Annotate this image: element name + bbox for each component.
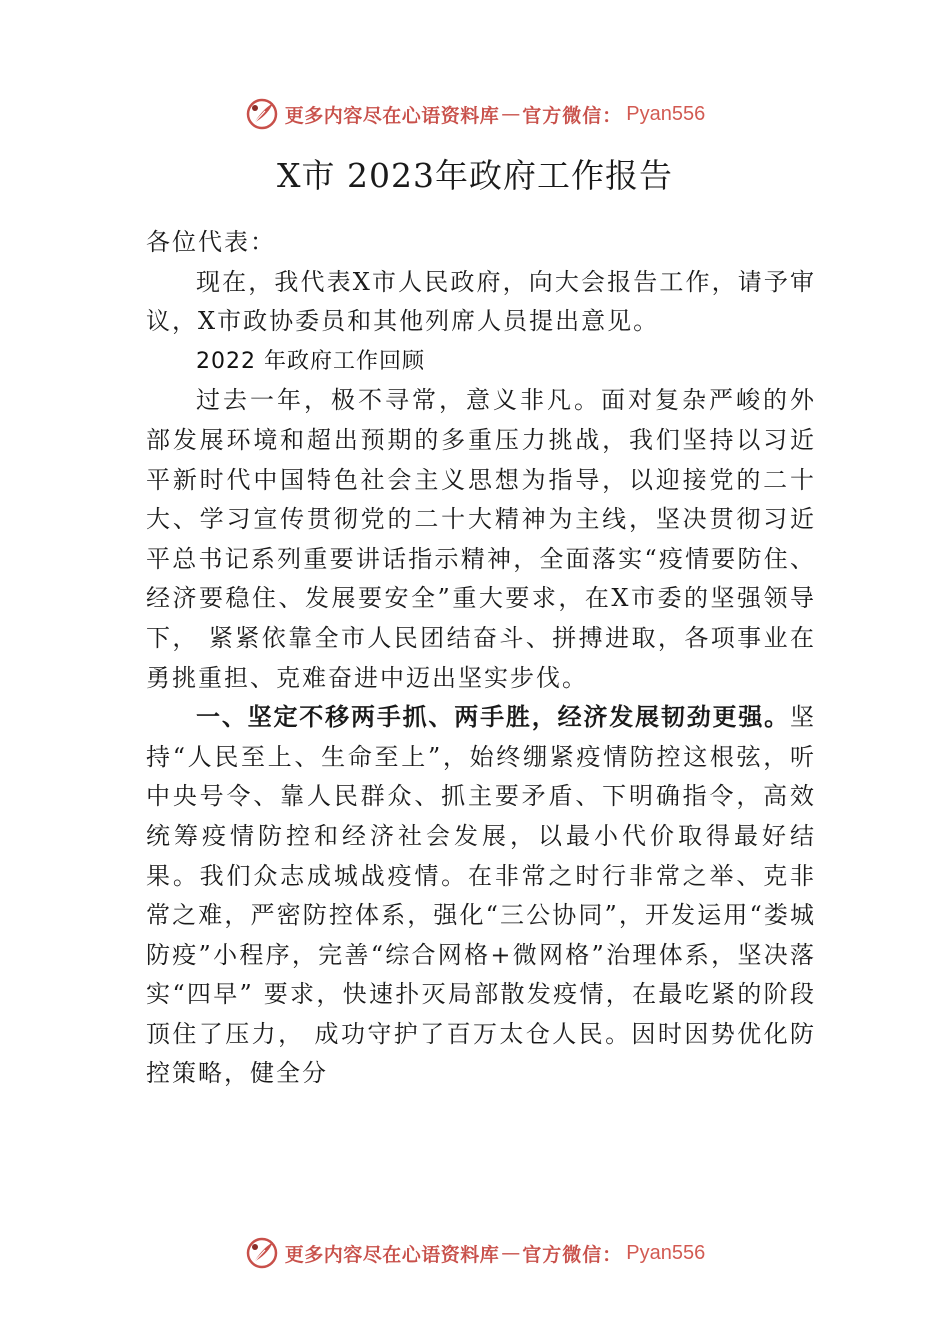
watermark-label: 官方微信： — [522, 104, 623, 127]
watermark-footer — [0, 1233, 950, 1273]
watermark-label: 官方微信： — [522, 1243, 623, 1266]
watermark-separator: — — [501, 103, 521, 125]
watermark-wechat-id: Pyan556 — [626, 1241, 706, 1264]
watermark-wechat-id: Pyan556 — [626, 102, 706, 125]
review-paragraph: 过去一年，极不寻常，意义非凡。面对复杂严峻的外部发展环境和超出预期的多重压力挑战，我们坚持以习近平新时代中国特色社会主义思想为指导，以迎接党的二十大、学习宣传贯彻党的二十大精神为主线，坚决贯彻习近平总书记系列重要讲话指示精神，全面落实“疫情要防住、经济要稳住、发展要安全”重大要求，在X市委的坚强领导下， 紧紧依靠全市人民团结奋斗、拼搏进取，各项事业在勇挑重担、克难奋进中迈出坚实步伐。 — [146, 386, 816, 692]
watermark-site-text: 更多内容尽在心语资料库 — [284, 104, 500, 127]
intro-paragraph: 现在，我代表X市人民政府，向大会报告工作，请予审议，X市政协委员和其他列席人员提出意见。 — [146, 267, 816, 336]
point-one-lead: 一、坚定不移两手抓、两手胜，经济发展韧劲更强。 — [196, 703, 790, 732]
document-body — [146, 223, 816, 1094]
feather-pen-logo-icon — [245, 97, 279, 131]
section-heading: 2022 年政府工作回顾 — [196, 348, 425, 374]
watermark-site-text: 更多内容尽在心语资料库 — [284, 1243, 500, 1266]
watermark-header — [0, 94, 950, 134]
feather-pen-logo-icon — [245, 1236, 279, 1270]
document-title: X市 2023年政府工作报告 — [277, 156, 673, 195]
greeting: 各位代表： — [146, 228, 276, 256]
watermark-separator: — — [501, 1242, 521, 1264]
point-one-body: 坚持“人民至上、生命至上”，始终绷紧疫情防控这根弦，听中央号令、靠人民群众、抓主要矛盾、下明确指令，高效统筹疫情防控和经济社会发展，以最小代价取得最好结果。我们众志成城战疫情。在非常之时行非常之举、克非常之难，严密防控体系，强化“三公协同”，开发运用“娄城防疫”小程序，完善“综合网格+微网格”治理体系，坚决落实“四早” 要求，快速扑灭局部散发疫情，在最吃紧的阶段顶住了压力， 成功守护了百万太仓人民。因时因势优化防控策略，健全分 — [146, 703, 816, 1088]
point-one-paragraph — [146, 698, 816, 1094]
